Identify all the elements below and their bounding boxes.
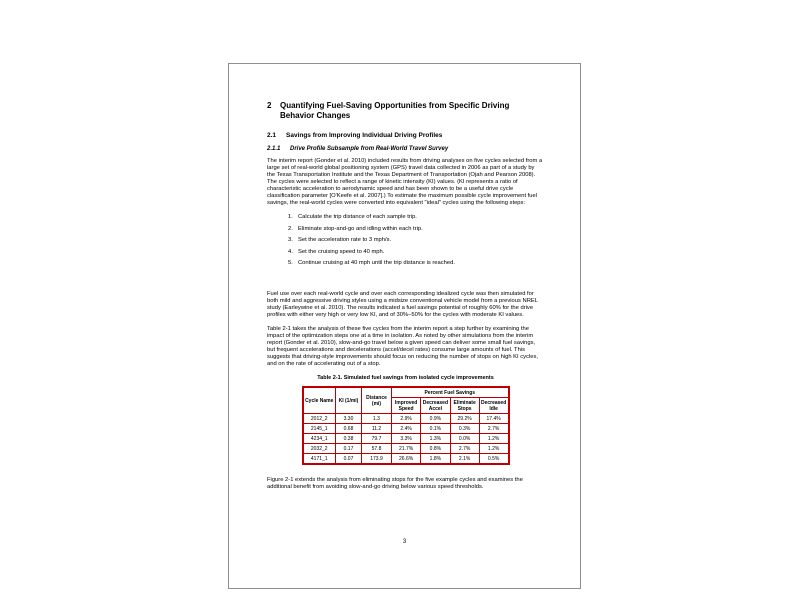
report-page <box>228 63 581 589</box>
table-cell: 3.30 <box>336 414 362 424</box>
table-cell: 173.9 <box>362 454 392 465</box>
col-header-improved-speed: Improved Speed <box>392 398 421 414</box>
table-cell: 29.2% <box>450 414 479 424</box>
list-item-text: Calculate the trip distance of each sample trip. <box>298 214 417 220</box>
table-cell: 57.8 <box>362 444 392 454</box>
list-item <box>288 249 544 256</box>
table-cell: 0.0% <box>450 434 479 444</box>
table-cell: 2.4% <box>392 424 421 434</box>
col-header-ki: KI (1/mi) <box>336 387 362 414</box>
list-item-text: Continue cruising at 40 mph until the trip distance is reached. <box>298 260 455 266</box>
subsection-title: Savings from Improving Individual Driving Profiles <box>286 132 443 139</box>
list-item-number: 2. <box>288 225 293 232</box>
table-row <box>303 414 509 424</box>
table-cell: 0.07 <box>336 454 362 465</box>
table-cell: 1.3 <box>362 414 392 424</box>
page-number: 3 <box>402 539 407 545</box>
table-cell: 0.5% <box>479 454 508 465</box>
table-cell: 3.3% <box>392 434 421 444</box>
list-item-number: 5. <box>288 260 293 266</box>
table-cell: 26.6% <box>392 454 421 465</box>
table-header-row <box>303 387 509 398</box>
section-number: 2 <box>267 101 272 110</box>
section-heading <box>267 101 544 121</box>
table-cell: 0.9% <box>421 414 450 424</box>
table-cell: 2.7% <box>450 444 479 454</box>
paragraph-simulation-results: Fuel use over each real-world cycle and over each corresponding idealized cycle was then simulated for both mild and aggressive driving styles using a midsize conventional vehicle model from a previous NREL study (Earleywine et al. 2010). The results indicated a fuel savings potential of roughly 60% for the drive profiles with either very high or very low KI, and of 30%–50% for the cycles with moderate KI values. <box>267 291 538 318</box>
table-cell: 11.2 <box>362 424 392 434</box>
table-cell: 0.1% <box>421 424 450 434</box>
col-header-decreased-idle: Decreased Idle <box>479 398 508 414</box>
paragraph-intro: The interim report (Gonder et al. 2010) included results from driving analyses on five cycles selected from a large set of real-world global positioning system (GPS) travel data collected in 2006 as part of a study by the Texas Transportation Institute and the Texas Department of Transportation (Ojah and Pearson 2008). The cycles were selected to reflect a range of kinetic intensity (KI) values. (KI represents a ratio of characteristic acceleration to aerodynamic speed and has been shown to be a useful drive cycle classification parameter [O'Keefe et al. 2007].) To estimate the maximum possible cycle improvement fuel savings, the real-world cycles were converted into equivalent "ideal" cycles using the following steps: <box>267 158 543 206</box>
list-item-number: 3. <box>288 237 293 243</box>
table-cell: 21.7% <box>392 444 421 454</box>
table-row <box>303 454 509 465</box>
list-item-text: Set the acceleration rate to 3 mph/s. <box>298 237 392 243</box>
list-item-text: Eliminate stop-and-go and idling within each trip. <box>298 225 423 232</box>
table-cell: 1.2% <box>479 444 508 454</box>
subsubsection-heading <box>267 146 544 153</box>
table-cell: 1.3% <box>421 434 450 444</box>
paragraph-figure-intro: Figure 2-1 extends the analysis from eliminating stops for the five example cycles and examines the additional benefit from avoiding slow-and-go driving below various speed thresholds. <box>267 477 523 490</box>
table-cell: 2.1% <box>450 454 479 465</box>
col-header-eliminate-stops: Eliminate Stops <box>450 398 479 414</box>
section-title: Quantifying Fuel-Saving Opportunities from Specific Driving Behavior Changes <box>280 101 510 120</box>
list-item-text: Set the cruising speed to 40 mph. <box>298 248 385 255</box>
list-item <box>288 226 544 233</box>
table-cell: 0.17 <box>336 444 362 454</box>
table-cell: 0.3% <box>450 424 479 434</box>
page-content <box>229 64 580 491</box>
ideal-cycle-steps-list <box>288 214 544 267</box>
table-cell: 0.8% <box>421 444 450 454</box>
table-cell: 2.9% <box>392 414 421 424</box>
table-header <box>303 387 509 414</box>
table-cell: 4234_1 <box>303 434 336 444</box>
table-cell: 79.7 <box>362 434 392 444</box>
table-row <box>303 434 509 444</box>
table-row <box>303 444 509 454</box>
subsection-number: 2.1 <box>267 132 277 139</box>
table-cell: 17.4% <box>479 414 508 424</box>
table-cell: 2032_2 <box>303 444 336 454</box>
table-cell: 2012_2 <box>303 414 336 424</box>
table-cell: 1.8% <box>421 454 450 465</box>
paragraph-table-discussion: Table 2-1 takes the analysis of these five cycles from the interim report a step further by examining the impact of the optimization steps one at a time in isolation. As noted by other simulations from the interim report (Gonder et al. 2010), slow-and-go travel below a given speed can deliver some small fuel savings, but frequent accelerations and decelerations (accel/decel rates) consume large amounts of fuel. This suggests that driving-style improvements should focus on reducing the number of stops on high KI cycles, and on the rate of accelerating out of a stop. <box>267 326 538 367</box>
table-cell: 1.2% <box>479 434 508 444</box>
subsubsection-title: Drive Profile Subsample from Real-World Travel Survey <box>290 146 449 152</box>
table-cell: 2145_1 <box>303 424 336 434</box>
subsection-heading <box>267 132 544 140</box>
table-cell: 0.68 <box>336 424 362 434</box>
table-cell: 0.38 <box>336 434 362 444</box>
subsubsection-number: 2.1.1 <box>267 146 281 152</box>
list-item <box>288 237 544 244</box>
table-caption: Table 2-1. Simulated fuel savings from isolated cycle improvements <box>317 375 494 381</box>
col-header-distance: Distance (mi) <box>362 387 392 414</box>
fuel-savings-table <box>302 386 510 465</box>
list-item <box>288 214 544 221</box>
table-body <box>303 414 509 465</box>
table-cell: 4171_1 <box>303 454 336 465</box>
col-header-percent-fuel-savings: Percent Fuel Savings <box>392 387 509 398</box>
col-header-decreased-accel: Decreased Accel <box>422 399 449 412</box>
col-header-cycle-name: Cycle Name <box>303 387 336 414</box>
list-item-number: 4. <box>288 248 293 255</box>
list-item-number: 1. <box>288 214 293 220</box>
list-item <box>288 260 544 267</box>
table-cell: 2.7% <box>479 424 508 434</box>
table-row <box>303 424 509 434</box>
